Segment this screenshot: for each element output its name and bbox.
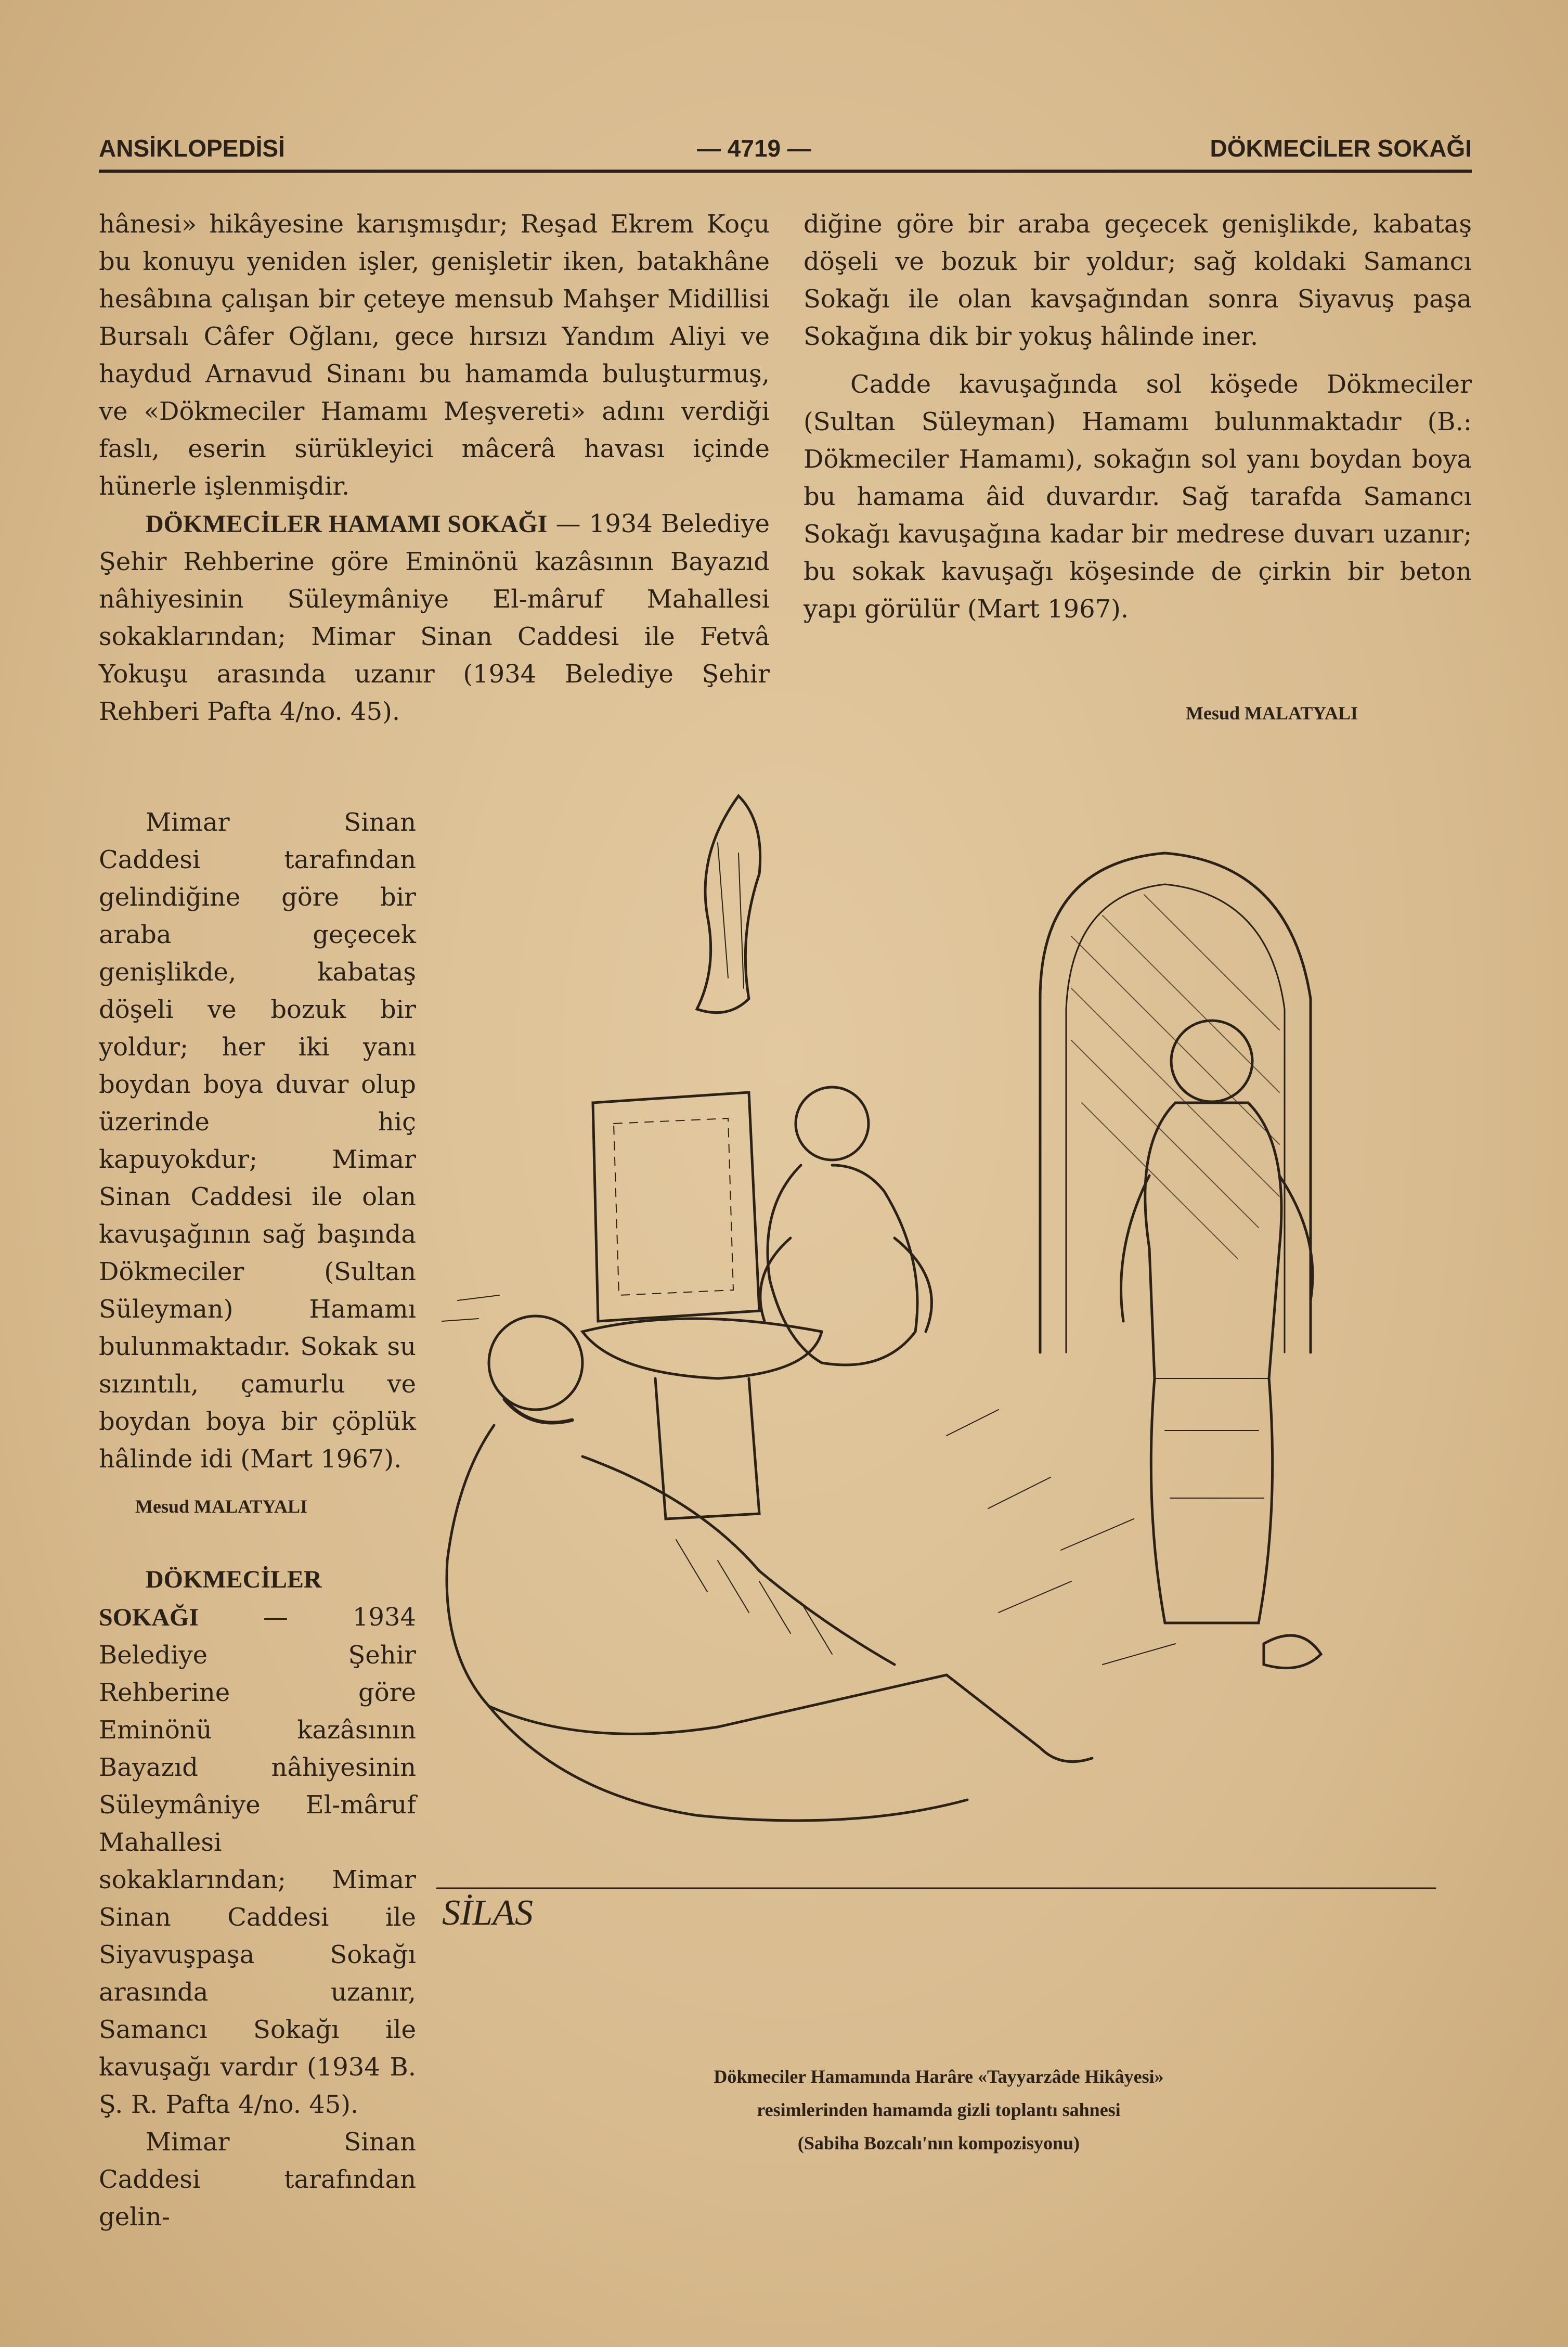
hanging-towel bbox=[697, 796, 760, 1013]
seated-figure-body bbox=[768, 1165, 917, 1365]
left-column-narrow-2 bbox=[99, 1561, 416, 2236]
header-entry-title: DÖKMECİLER SOKAĞI bbox=[1210, 135, 1472, 162]
bath-clog bbox=[1264, 1635, 1321, 1668]
figure-caption bbox=[546, 2060, 1331, 2160]
header-encyclopedia-title: ANSİKLOPEDİSİ bbox=[99, 135, 285, 162]
left-column-narrow bbox=[99, 804, 416, 1478]
left-column-top bbox=[99, 205, 770, 730]
entry2-body: Mimar Sinan Caddesi tarafından gelin- bbox=[99, 2127, 416, 2232]
bathhouse-illustration bbox=[426, 780, 1446, 2049]
entry1-body: Mimar Sinan Caddesi tarafından gelindiğine göre bir araba geçecek genişlikde, kabataş döşeli ve bozuk bir yoldur; her iki yanı boydan boya duvar olup üzerinde hiç kapuyokdur; Mimar Sinan Caddesi ile olan kavuşağının sağ başında Dökmeciler (Sultan Süleyman) Hamamı bulunmaktadır. Sokak su sızıntılı, çamurlu ve boydan boya bir çöplük hâlinde idi (Mart 1967). bbox=[99, 808, 416, 1474]
caption-line-1: Dökmeciler Hamamında Harâre «Tayyarzâde Hikâyesi» bbox=[714, 2066, 1164, 2087]
page-header bbox=[99, 130, 1472, 172]
entry2-lead bbox=[99, 1561, 416, 2123]
standing-figure-head bbox=[1171, 1021, 1252, 1102]
page-number: — 4719 — bbox=[697, 135, 811, 162]
entry2-intro: — 1934 Belediye Şehir Rehberine göre Eminönü kazâsının Bayazıd nâhiyesinin Süleymâniye El-mâruf Mahallesi sokaklarından; Mimar Sinan Caddesi ile Siyavuşpaşa Sokağı arasında uzanır, Samancı Sokağı ile kavuşağı vardır (1934 B. Ş. R. Pafta 4/no. 45). bbox=[99, 1603, 416, 2119]
header-rule bbox=[99, 170, 1472, 173]
continuation-text: hânesi» hikâyesine karışmışdır; Reşad Ekrem Koçu bu konuyu yeniden işler, genişletir iken, batakhâne hesâbına çalışan bir çeteye mensub Mahşer Midillisi Bursalı Câfer Oğlanı, gece hırsızı Yandım Aliyi ve haydud Arnavud Sinanı bu hamamda buluşturmuş, ve «Dökmeciler Hamamı Meşvereti» adını verdiği faslı, eserin sürükleyici mâcerâ havası içinde hünerle işlenmişdir. bbox=[99, 210, 770, 501]
seated-figure-head bbox=[796, 1087, 869, 1160]
right-paragraph-2: Cadde kavuşağında sol köşede Dökmeciler (Sultan Süleyman) Hamamı bulunmaktadır (B.: Dökmeciler Hamamı), sokağın sol yanı boydan boya bu hamama âid duvardır. Sağ tarafda Samancı Sokağı kavuşağına kadar bir medrese duvarı uzanır; bu sokak kavuşağı köşesinde de çirkin bir beton yapı görülür (Mart 1967). bbox=[804, 370, 1472, 624]
wall-frame bbox=[593, 1092, 759, 1321]
entry1-signature: Mesud MALATYALI bbox=[135, 1496, 308, 1517]
entry1-lead bbox=[99, 505, 770, 730]
caption-line-3: (Sabiha Bozcalı'nın kompozisyonu) bbox=[797, 2133, 1080, 2153]
right-column bbox=[804, 205, 1472, 628]
marble-basin bbox=[582, 1319, 822, 1378]
right-paragraph-1: diğine göre bir araba geçecek genişlikde, kabataş döşeli ve bozuk bir yoldur; sağ koldaki Samancı Sokağı ile olan kavşağından sonra Siyavuş paşa Sokağına dik bir yokuş hâlinde iner. bbox=[804, 210, 1472, 351]
entry1-intro: — 1934 Belediye Şehir Rehberine göre Eminönü kazâsının Bayazıd nâhiyesinin Süleymâniye El-mâruf Mahallesi sokaklarından; Mimar Sinan Caddesi ile Fetvâ Yokuşu arasında uzanır (1934 Belediye Şehir Rehberi Pafta 4/no. 45). bbox=[99, 509, 770, 726]
entry1-title: DÖKMECİLER HAMAMI SOKAĞI bbox=[146, 510, 548, 538]
right-signature: Mesud MALATYALI bbox=[1186, 703, 1358, 724]
standing-figure-body bbox=[1145, 1103, 1281, 1623]
reclining-figure-body bbox=[447, 1425, 1092, 1762]
artist-signature: SİLAS bbox=[442, 1893, 533, 1933]
caption-line-2: resimlerinden hamamda gizli toplantı sahnesi bbox=[757, 2099, 1121, 2120]
entry2-title: DÖKMECİLER SOKAĞI bbox=[99, 1566, 322, 1631]
reclining-figure-head bbox=[489, 1316, 582, 1410]
